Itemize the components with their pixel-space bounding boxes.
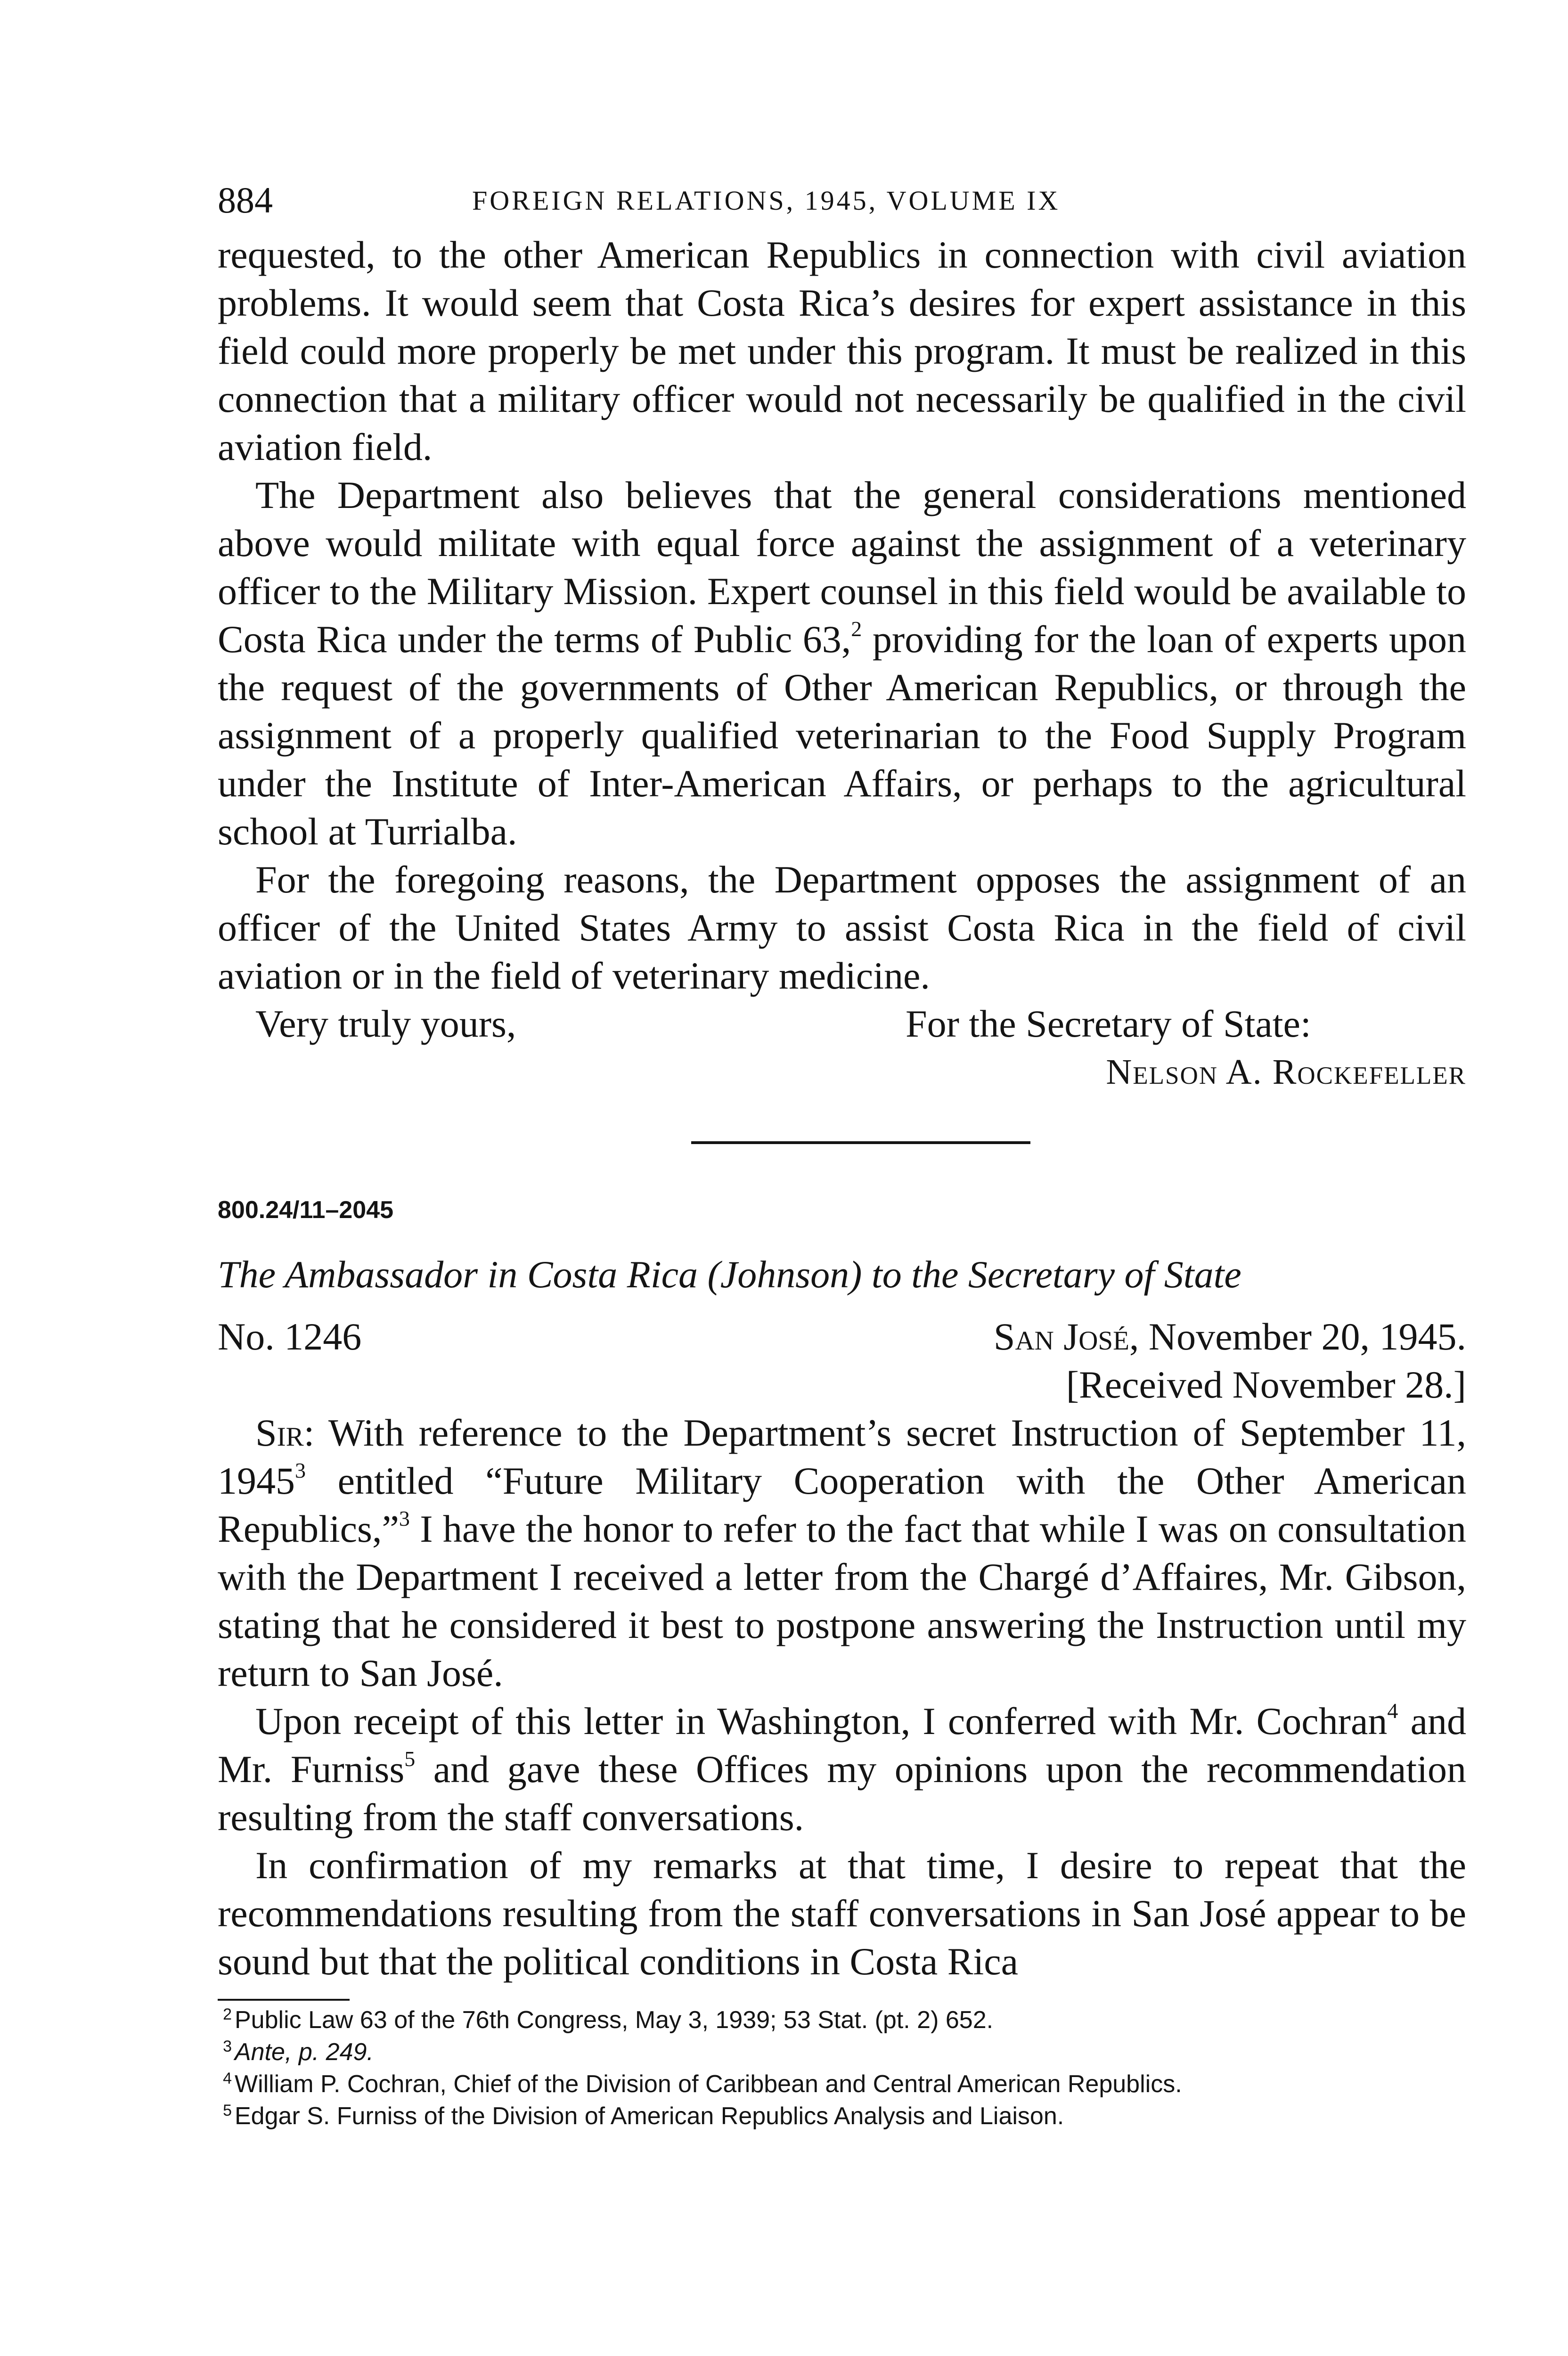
footnote-text: William P. Cochran, Chief of the Division of Caribbean and Central American Republics. <box>235 2070 1182 2098</box>
footnote-mark: 3 <box>223 2037 232 2055</box>
footnote-ref-5: 5 <box>404 1746 416 1771</box>
letter-one-body <box>218 231 1466 1000</box>
document-page <box>218 179 1466 2134</box>
footnote-ref-4: 4 <box>1387 1698 1398 1723</box>
footnote-3 <box>218 2037 1466 2070</box>
received-date: [Received November 28.] <box>1066 1363 1466 1406</box>
footnote-5 <box>218 2102 1466 2134</box>
page-header <box>218 179 1466 231</box>
letter-one-closing <box>218 1000 1466 1099</box>
p1-text-a: : With reference to the Department’s secret Instruction of September 11, 1945 <box>218 1411 1466 1502</box>
p2-text-c: and gave these Offices my opinions upon the recommendation resulting from the staff conversations. <box>218 1748 1466 1839</box>
dispatch-heading <box>218 1313 1466 1409</box>
footnote-ref-3a: 3 <box>295 1458 306 1482</box>
footnote-divider <box>218 1999 350 2001</box>
footnotes <box>218 2005 1466 2134</box>
p2-text-a: Upon receipt of this letter in Washington, I conferred with Mr. Cochran <box>255 1700 1388 1742</box>
footnote-mark: 5 <box>223 2102 232 2119</box>
footnote-mark: 4 <box>223 2070 232 2087</box>
paragraph-2-text-b: providing for the loan of experts upon the request of the governments of Other American Republics, or through the assignment of a properly qualified veterinarian to the Food Supply Program under the Institute of Inter-American Affairs, or perhaps to the agricultural school at Turrialba. <box>218 618 1467 853</box>
p2-text-b: and Mr. Furniss <box>218 1700 1466 1791</box>
page-number: 884 <box>218 180 273 221</box>
letter-one-paragraph-3: For the foregoing reasons, the Department opposes the assignment of an officer of the United States Army to assist Costa Rica in the field of civil aviation or in the field of veterinary medicine. <box>218 858 1466 997</box>
letter-one-paragraph-1: requested, to the other American Republics in connection with civil aviation problems. It would seem that Costa Rica’s desires for expert assistance in this field could more properly be met under this program. It must be realized in this connection that a military officer would not necessarily be qualified in the civil aviation field. <box>218 233 1466 468</box>
footnote-text: Public Law 63 of the 76th Congress, May 3, 1939; 53 Stat. (pt. 2) 652. <box>235 2006 994 2034</box>
letter-two-paragraph-3: In confirmation of my remarks at that time, I desire to repeat that the recommendations resulting from the staff conversations in San José appear to be sound but that the political conditions in Costa Rica <box>218 1844 1466 1983</box>
letter-two-paragraph-1 <box>218 1409 1466 1697</box>
footnote-text: Ante, p. 249. <box>235 2038 374 2066</box>
p1-text-c: I have the honor to refer to the fact that while I was on consultation with the Department I received a letter from the Chargé d’Affaires, Mr. Gibson, stating that he considered it best to postpone answering the Instruction until my return to San José. <box>218 1507 1466 1694</box>
letter-two-body <box>218 1409 1466 1986</box>
complimentary-close: Very truly yours, <box>255 1002 516 1045</box>
footnote-ref-2: 2 <box>851 616 862 641</box>
section-divider <box>691 1141 1030 1144</box>
p1-text-b: entitled “Future Military Cooperation with the Other American Republics,” <box>218 1459 1466 1550</box>
signature-name: Nelson A. Rockefeller <box>1106 1052 1466 1092</box>
footnote-ref-3b: 3 <box>399 1506 410 1530</box>
place-name: San José <box>993 1315 1129 1358</box>
footnote-4 <box>218 2070 1466 2102</box>
place-and-date <box>994 1313 1466 1361</box>
footnote-text: Edgar S. Furniss of the Division of American Republics Analysis and Liaison. <box>235 2102 1064 2130</box>
footnote-2 <box>218 2005 1466 2037</box>
dispatch-number: No. 1246 <box>218 1315 362 1358</box>
for-secretary-line: For the Secretary of State: <box>906 1002 1311 1045</box>
footnote-mark: 2 <box>223 2005 232 2023</box>
letter-two-paragraph-2 <box>218 1697 1466 1841</box>
letter-one-paragraph-2 <box>218 471 1466 856</box>
document-title: The Ambassador in Costa Rica (Johnson) to the Secretary of State <box>218 1253 1241 1296</box>
salutation: Sir <box>255 1411 304 1454</box>
dispatch-date: , November 20, 1945. <box>1129 1315 1466 1358</box>
running-head: FOREIGN RELATIONS, 1945, VOLUME IX <box>472 185 1061 216</box>
file-number: 800.24/11–2045 <box>218 1196 394 1224</box>
paragraph-2-text-a: The Department also believes that the general considerations mentioned above would militate with equal force against the assignment of a veterinary officer to the Military Mission. Expert counsel in this field would be available to Costa Rica under the terms of Public 63, <box>218 474 1466 661</box>
